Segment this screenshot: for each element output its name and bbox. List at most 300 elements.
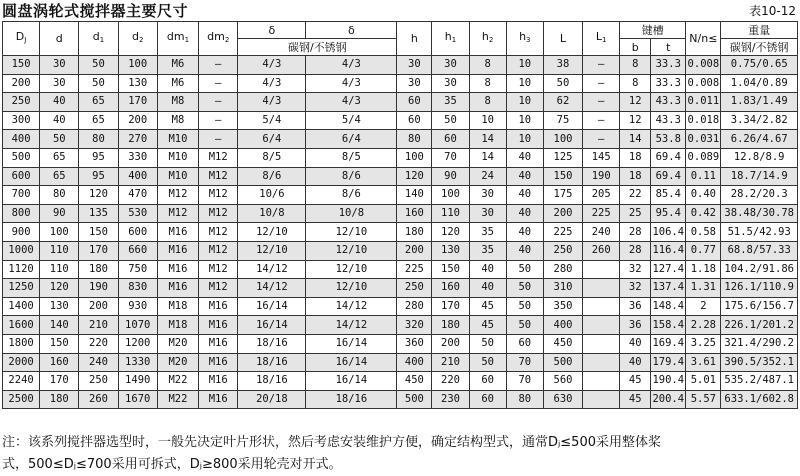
table-cell: 180 bbox=[40, 390, 79, 409]
table-cell: 45 bbox=[469, 297, 506, 316]
header-t: t bbox=[651, 39, 686, 56]
table-cell: 18/16 bbox=[238, 372, 306, 391]
table-cell: M16 bbox=[199, 353, 238, 372]
table-title: 圆盘涡轮式搅拌器主要尺寸 bbox=[2, 2, 189, 20]
table-cell: 0.008 bbox=[686, 74, 721, 93]
table-cell: 4/3 bbox=[238, 74, 306, 93]
table-cell: 50 bbox=[506, 297, 543, 316]
table-cell: 30 bbox=[432, 74, 469, 93]
footnote bbox=[2, 432, 798, 476]
table-cell: 280 bbox=[543, 260, 582, 279]
table-cell: 50 bbox=[506, 260, 543, 279]
table-cell: M12 bbox=[199, 204, 238, 223]
table-cell: M12 bbox=[199, 223, 238, 242]
table-cell: 135 bbox=[79, 204, 118, 223]
table-cell: 150 bbox=[432, 260, 469, 279]
header-d: d bbox=[40, 22, 79, 56]
table-cell: 450 bbox=[397, 372, 432, 391]
table-cell: 30 bbox=[397, 56, 432, 75]
table-cell: M16 bbox=[199, 316, 238, 335]
table-cell: 10 bbox=[506, 111, 543, 130]
table-cell: 8/6 bbox=[306, 186, 397, 205]
table-body bbox=[3, 56, 798, 409]
table-cell: 240 bbox=[79, 353, 118, 372]
header-L: L bbox=[543, 22, 582, 56]
table-cell: 250 bbox=[79, 372, 118, 391]
table-cell: 270 bbox=[118, 130, 157, 149]
table-cell: 14/12 bbox=[306, 316, 397, 335]
table-cell: 50 bbox=[79, 74, 118, 93]
table-cell: 2240 bbox=[3, 372, 40, 391]
table-cell: 226.1/201.2 bbox=[721, 316, 798, 335]
table-cell: 18 bbox=[620, 167, 651, 186]
table-cell: 0.40 bbox=[686, 186, 721, 205]
table-cell: 4/3 bbox=[238, 93, 306, 112]
table-cell: 100 bbox=[543, 130, 582, 149]
table-cell: 70 bbox=[506, 353, 543, 372]
table-cell: 200 bbox=[543, 204, 582, 223]
table-cell: 633.1/602.8 bbox=[721, 390, 798, 409]
table-cell: – bbox=[583, 93, 620, 112]
table-cell: 30 bbox=[40, 74, 79, 93]
table-cell: 0.11 bbox=[686, 167, 721, 186]
table-cell: 158.4 bbox=[651, 316, 686, 335]
table-cell: 116.4 bbox=[651, 241, 686, 260]
table-cell: 4/3 bbox=[306, 74, 397, 93]
table-cell: 65 bbox=[40, 167, 79, 186]
table-row bbox=[3, 223, 798, 242]
table-cell: 12.8/8.9 bbox=[721, 148, 798, 167]
table-row bbox=[3, 316, 798, 335]
table-cell: 1.04/0.89 bbox=[721, 74, 798, 93]
table-cell: 560 bbox=[543, 372, 582, 391]
table-cell: 5.57 bbox=[686, 390, 721, 409]
table-cell: 110 bbox=[432, 204, 469, 223]
table-cell: M12 bbox=[199, 167, 238, 186]
table-cell: 120 bbox=[432, 223, 469, 242]
table-cell: 8 bbox=[620, 56, 651, 75]
dimension-table bbox=[2, 21, 798, 409]
table-cell: 170 bbox=[432, 297, 469, 316]
table-cell: 130 bbox=[40, 297, 79, 316]
table-cell: 220 bbox=[432, 372, 469, 391]
table-cell: 104.2/91.86 bbox=[721, 260, 798, 279]
table-cell: 18/16 bbox=[306, 390, 397, 409]
table-cell: 250 bbox=[3, 93, 40, 112]
table-cell: 330 bbox=[118, 148, 157, 167]
table-cell: 50 bbox=[432, 111, 469, 130]
table-cell: 40 bbox=[469, 279, 506, 298]
table-cell: 500 bbox=[543, 353, 582, 372]
table-cell: 12 bbox=[620, 93, 651, 112]
table-cell: 160 bbox=[397, 204, 432, 223]
table-cell: 10 bbox=[506, 130, 543, 149]
table-cell: 0.089 bbox=[686, 148, 721, 167]
table-cell: 24 bbox=[469, 167, 506, 186]
table-cell: 190 bbox=[583, 167, 620, 186]
table-cell: 36 bbox=[620, 297, 651, 316]
header-weight-material: 碳钢/不锈钢 bbox=[721, 39, 798, 56]
table-cell: M16 bbox=[199, 390, 238, 409]
table-cell: 68.8/57.33 bbox=[721, 241, 798, 260]
table-cell: 120 bbox=[40, 279, 79, 298]
table-cell: 225 bbox=[543, 223, 582, 242]
table-cell: M16 bbox=[199, 372, 238, 391]
table-cell: 0.58 bbox=[686, 223, 721, 242]
table-cell: 40 bbox=[469, 260, 506, 279]
table-cell: 140 bbox=[397, 186, 432, 205]
table-cell: 0.018 bbox=[686, 111, 721, 130]
table-cell: 260 bbox=[79, 390, 118, 409]
table-cell: 50 bbox=[79, 56, 118, 75]
table-cell: 0.011 bbox=[686, 93, 721, 112]
table-cell: 106.4 bbox=[651, 223, 686, 242]
table-cell: 530 bbox=[118, 204, 157, 223]
table-cell: 830 bbox=[118, 279, 157, 298]
table-cell: 10 bbox=[506, 93, 543, 112]
table-cell: 16/14 bbox=[306, 334, 397, 353]
table-cell: 10 bbox=[506, 74, 543, 93]
table-cell: 28 bbox=[620, 241, 651, 260]
header-L1: $L_1$ bbox=[583, 22, 620, 56]
table-cell: 4/3 bbox=[306, 56, 397, 75]
table-cell: 127.4 bbox=[651, 260, 686, 279]
table-cell: 40 bbox=[506, 241, 543, 260]
table-cell: 1.18 bbox=[686, 260, 721, 279]
table-cell: 1000 bbox=[3, 241, 40, 260]
table-cell: 18/16 bbox=[238, 334, 306, 353]
table-cell: 180 bbox=[79, 260, 118, 279]
table-row bbox=[3, 204, 798, 223]
table-cell: M16 bbox=[157, 260, 198, 279]
table-cell: – bbox=[199, 130, 238, 149]
table-cell bbox=[583, 353, 620, 372]
header-delta-material: 碳钢/不锈钢 bbox=[238, 39, 397, 56]
table-cell: – bbox=[583, 56, 620, 75]
table-row bbox=[3, 167, 798, 186]
table-cell: 600 bbox=[3, 167, 40, 186]
table-cell: 18.7/14.9 bbox=[721, 167, 798, 186]
table-cell: 80 bbox=[79, 130, 118, 149]
header-d1: $d_1$ bbox=[79, 22, 118, 56]
table-cell: 70 bbox=[432, 148, 469, 167]
table-row bbox=[3, 241, 798, 260]
table-cell: – bbox=[583, 130, 620, 149]
table-cell: 3.61 bbox=[686, 353, 721, 372]
table-cell: 14 bbox=[469, 148, 506, 167]
table-cell: 2 bbox=[686, 297, 721, 316]
table-cell: 1250 bbox=[3, 279, 40, 298]
table-cell: 18 bbox=[620, 148, 651, 167]
table-cell: 170 bbox=[118, 93, 157, 112]
table-cell: 450 bbox=[543, 334, 582, 353]
footnote-line-2: 式，500≤Dⱼ≤700采用可拆式，Dⱼ≥800采用轮壳对开式。 bbox=[2, 457, 342, 472]
header-h3: $h_3$ bbox=[506, 22, 543, 56]
table-cell: M10 bbox=[157, 130, 198, 149]
header-b: b bbox=[620, 39, 651, 56]
table-cell: 95.4 bbox=[651, 204, 686, 223]
table-cell: 10 bbox=[506, 56, 543, 75]
table-cell: 200 bbox=[3, 74, 40, 93]
table-cell: 10/8 bbox=[306, 204, 397, 223]
table-cell: 700 bbox=[3, 186, 40, 205]
table-cell: 169.4 bbox=[651, 334, 686, 353]
table-cell: 321.4/290.2 bbox=[721, 334, 798, 353]
table-cell: 12/10 bbox=[306, 260, 397, 279]
footnote-line-1: 注：该系列搅拌器选型时，一般先决定叶片形状，然后考虑安装维护方便，确定结构型式，通常Dⱼ≤500采用整体桨 bbox=[2, 435, 661, 450]
table-cell: 30 bbox=[40, 56, 79, 75]
header-keyway: 键槽 bbox=[620, 22, 686, 39]
table-cell: – bbox=[583, 74, 620, 93]
table-cell: 240 bbox=[583, 223, 620, 242]
table-cell: 3.25 bbox=[686, 334, 721, 353]
table-cell: M8 bbox=[157, 93, 198, 112]
table-cell: 800 bbox=[3, 204, 40, 223]
table-cell: 535.2/487.1 bbox=[721, 372, 798, 391]
table-cell: 95 bbox=[79, 167, 118, 186]
table-cell: 40 bbox=[506, 204, 543, 223]
table-cell: 6.26/4.67 bbox=[721, 130, 798, 149]
table-cell: 38 bbox=[543, 56, 582, 75]
table-cell: 14 bbox=[620, 130, 651, 149]
table-row bbox=[3, 111, 798, 130]
table-cell: 0.008 bbox=[686, 56, 721, 75]
table-cell: M6 bbox=[157, 56, 198, 75]
table-cell: M12 bbox=[199, 260, 238, 279]
table-cell: 90 bbox=[40, 204, 79, 223]
table-cell: 390.5/352.1 bbox=[721, 353, 798, 372]
header-h: h bbox=[397, 22, 432, 56]
table-cell: M10 bbox=[157, 167, 198, 186]
table-cell: 28 bbox=[620, 223, 651, 242]
table-cell: 200 bbox=[79, 297, 118, 316]
table-cell: 8/6 bbox=[238, 167, 306, 186]
table-cell: 53.8 bbox=[651, 130, 686, 149]
table-cell: 210 bbox=[79, 316, 118, 335]
table-cell: 1200 bbox=[118, 334, 157, 353]
table-cell: 110 bbox=[40, 241, 79, 260]
table-cell: 65 bbox=[79, 93, 118, 112]
table-cell: 6/4 bbox=[238, 130, 306, 149]
header-delta-1: δ bbox=[238, 22, 306, 39]
table-cell: – bbox=[199, 74, 238, 93]
header-dm2: $dm_2$ bbox=[199, 22, 238, 56]
table-cell: 8 bbox=[620, 74, 651, 93]
table-cell: 50 bbox=[543, 74, 582, 93]
table-cell: 90 bbox=[432, 167, 469, 186]
table-cell: 40 bbox=[506, 167, 543, 186]
table-cell: M12 bbox=[199, 148, 238, 167]
table-cell: – bbox=[583, 111, 620, 130]
table-cell: 300 bbox=[3, 111, 40, 130]
table-cell: 6/4 bbox=[306, 130, 397, 149]
table-cell: M16 bbox=[157, 223, 198, 242]
table-row bbox=[3, 148, 798, 167]
table-cell: 0.77 bbox=[686, 241, 721, 260]
table-cell bbox=[583, 297, 620, 316]
table-cell: 38.48/30.78 bbox=[721, 204, 798, 223]
table-cell: 30 bbox=[397, 74, 432, 93]
table-cell: 33.3 bbox=[651, 56, 686, 75]
table-cell: 470 bbox=[118, 186, 157, 205]
table-cell: 1600 bbox=[3, 316, 40, 335]
table-cell: 175 bbox=[543, 186, 582, 205]
table-cell: 10 bbox=[469, 111, 506, 130]
header-dm1: $dm_1$ bbox=[157, 22, 198, 56]
table-cell: 5.01 bbox=[686, 372, 721, 391]
table-cell: 85.4 bbox=[651, 186, 686, 205]
table-cell: 120 bbox=[79, 186, 118, 205]
table-cell: M18 bbox=[157, 316, 198, 335]
table-cell: 130 bbox=[118, 74, 157, 93]
table-cell: 12/10 bbox=[306, 241, 397, 260]
table-cell: 205 bbox=[583, 186, 620, 205]
table-cell: 2500 bbox=[3, 390, 40, 409]
table-cell: 0.42 bbox=[686, 204, 721, 223]
table-cell: 65 bbox=[40, 148, 79, 167]
table-cell: 1400 bbox=[3, 297, 40, 316]
table-cell: 400 bbox=[397, 353, 432, 372]
table-cell: 16/14 bbox=[306, 372, 397, 391]
table-cell: 32 bbox=[620, 279, 651, 298]
table-cell: 3.34/2.82 bbox=[721, 111, 798, 130]
table-cell: 16/14 bbox=[306, 353, 397, 372]
table-cell: 65 bbox=[79, 111, 118, 130]
table-cell: 50 bbox=[469, 334, 506, 353]
table-cell: 8 bbox=[469, 93, 506, 112]
table-cell: 43.3 bbox=[651, 93, 686, 112]
table-cell: 95 bbox=[79, 148, 118, 167]
table-cell: 60 bbox=[432, 130, 469, 149]
table-cell: 1670 bbox=[118, 390, 157, 409]
table-cell: 260 bbox=[583, 241, 620, 260]
table-cell: 1070 bbox=[118, 316, 157, 335]
table-cell: 45 bbox=[469, 316, 506, 335]
table-cell: M12 bbox=[199, 241, 238, 260]
table-cell: 350 bbox=[543, 297, 582, 316]
table-cell: 400 bbox=[543, 316, 582, 335]
table-cell: 28.2/20.3 bbox=[721, 186, 798, 205]
table-cell: 190 bbox=[79, 279, 118, 298]
table-cell: 14 bbox=[469, 130, 506, 149]
table-cell: M10 bbox=[157, 148, 198, 167]
table-cell: 200 bbox=[432, 334, 469, 353]
table-cell: 230 bbox=[432, 390, 469, 409]
header-D: $D_J$ bbox=[3, 22, 40, 56]
table-cell: – bbox=[199, 93, 238, 112]
table-cell: 35 bbox=[432, 93, 469, 112]
table-cell: M22 bbox=[157, 372, 198, 391]
table-cell: 148.4 bbox=[651, 297, 686, 316]
table-cell: 8/6 bbox=[306, 167, 397, 186]
header-weight: 重量 bbox=[721, 22, 798, 39]
table-cell: 110 bbox=[40, 260, 79, 279]
table-cell: 150 bbox=[3, 56, 40, 75]
table-cell: 36 bbox=[620, 316, 651, 335]
table-cell: 150 bbox=[543, 167, 582, 186]
table-cell: 320 bbox=[397, 316, 432, 335]
table-cell: 35 bbox=[469, 241, 506, 260]
table-cell bbox=[583, 372, 620, 391]
table-cell: 2.28 bbox=[686, 316, 721, 335]
table-cell: 137.4 bbox=[651, 279, 686, 298]
table-cell: M16 bbox=[199, 297, 238, 316]
header-h2: $h_2$ bbox=[469, 22, 506, 56]
table-cell: 0.031 bbox=[686, 130, 721, 149]
table-cell: 310 bbox=[543, 279, 582, 298]
table-cell bbox=[583, 390, 620, 409]
table-row bbox=[3, 56, 798, 75]
table-cell: 10/8 bbox=[238, 204, 306, 223]
table-cell: 1490 bbox=[118, 372, 157, 391]
table-cell: 50 bbox=[506, 316, 543, 335]
table-row bbox=[3, 93, 798, 112]
table-cell: 225 bbox=[397, 260, 432, 279]
table-cell: 1120 bbox=[3, 260, 40, 279]
table-cell: 80 bbox=[506, 390, 543, 409]
table-cell: 14/12 bbox=[238, 260, 306, 279]
table-row bbox=[3, 130, 798, 149]
table-cell: 120 bbox=[397, 167, 432, 186]
table-cell: 175.6/156.7 bbox=[721, 297, 798, 316]
table-cell: 150 bbox=[79, 223, 118, 242]
table-cell: M16 bbox=[157, 241, 198, 260]
table-cell: 190.4 bbox=[651, 372, 686, 391]
table-cell: 60 bbox=[397, 111, 432, 130]
table-cell: 62 bbox=[543, 93, 582, 112]
table-cell: 69.4 bbox=[651, 148, 686, 167]
table-cell: 630 bbox=[543, 390, 582, 409]
table-cell: 51.5/42.93 bbox=[721, 223, 798, 242]
table-row bbox=[3, 186, 798, 205]
table-cell: 60 bbox=[469, 372, 506, 391]
table-cell: 12/10 bbox=[238, 223, 306, 242]
table-cell: M20 bbox=[157, 353, 198, 372]
table-cell: 40 bbox=[620, 334, 651, 353]
table-cell: M16 bbox=[157, 279, 198, 298]
table-cell: 750 bbox=[118, 260, 157, 279]
header-Nn: N/n≤ bbox=[686, 22, 721, 56]
table-cell: M12 bbox=[199, 186, 238, 205]
table-cell: 20/18 bbox=[238, 390, 306, 409]
table-cell: 360 bbox=[397, 334, 432, 353]
table-cell: 40 bbox=[506, 223, 543, 242]
table-cell: 4/3 bbox=[238, 56, 306, 75]
table-cell: 40 bbox=[620, 353, 651, 372]
table-cell: 40 bbox=[40, 93, 79, 112]
table-cell: 1.31 bbox=[686, 279, 721, 298]
table-cell: M12 bbox=[157, 186, 198, 205]
table-cell: 50 bbox=[506, 279, 543, 298]
table-cell: 80 bbox=[397, 130, 432, 149]
table-cell: 400 bbox=[3, 130, 40, 149]
table-row bbox=[3, 74, 798, 93]
table-cell: 16/14 bbox=[238, 297, 306, 316]
table-cell: 180 bbox=[397, 223, 432, 242]
table-row bbox=[3, 353, 798, 372]
table-cell: 145 bbox=[583, 148, 620, 167]
table-cell bbox=[583, 334, 620, 353]
table-cell: 140 bbox=[40, 316, 79, 335]
table-cell: 30 bbox=[432, 56, 469, 75]
table-cell: 250 bbox=[543, 241, 582, 260]
table-cell: 900 bbox=[3, 223, 40, 242]
table-cell: 125 bbox=[543, 148, 582, 167]
table-cell: 75 bbox=[543, 111, 582, 130]
table-row bbox=[3, 279, 798, 298]
table-cell: 10/6 bbox=[238, 186, 306, 205]
table-cell: M12 bbox=[157, 204, 198, 223]
